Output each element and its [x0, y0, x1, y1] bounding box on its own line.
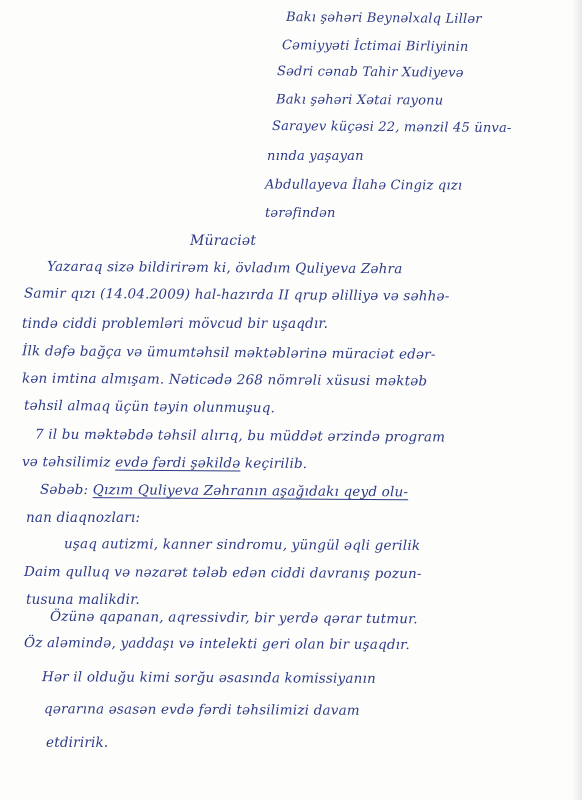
body-line-15: Öz aləmində, yaddaşı və intelekti geri olan bir uşaqdır.: [23, 634, 410, 654]
body-line-18: etdiririk.: [46, 735, 109, 751]
body-line-13: tusuna malikdir.: [26, 592, 140, 608]
body-line-9-label: Səbəb:: [39, 481, 93, 499]
body-line-9: [39, 481, 409, 501]
body-line-14: Özünə qapanan, aqressivdir, bir yerdə qərar tutmur.: [49, 608, 418, 628]
address-line-4: Bakı şəhəri Xətai rayonu: [275, 92, 444, 109]
address-line-5: Sarayev küçəsi 22, mənzil 45 ünva-: [271, 118, 512, 137]
body-line-8: [22, 456, 307, 471]
body-line-7: 7 il bu məktəbdə təhsil alırıq, bu müddət ərzində program: [34, 426, 446, 446]
address-line-8: tərəfindən: [265, 206, 336, 221]
body-line-5: kən imtina almışam. Nəticədə 268 nömrəli xüsusi məktəb: [21, 370, 428, 390]
body-line-1: Yazaraq sizə bildirirəm ki, övladım Quliyeva Zəhra: [46, 258, 403, 278]
body-line-3: tində ciddi problemləri mövcud bir uşaqdır.: [22, 316, 329, 332]
address-line-2: Cəmiyyəti İctimai Birliyinin: [281, 38, 469, 55]
body-line-8-underlined: evdə fərdi şəkildə: [115, 454, 241, 472]
body-line-4: İlk dəfə bağça və ümumtəhsil məktəblərinə müraciət edər-: [21, 343, 436, 363]
address-line-3: Sədri cənab Tahir Xudiyevə: [276, 64, 464, 81]
address-line-7: Abdullayeva İlahə Cingiz qızı: [264, 177, 463, 194]
body-line-9-underlined: Qızım Quliyeva Zəhranın aşağıdakı qeyd olu-: [92, 482, 409, 501]
body-line-6: təhsil almaq üçün təyin olunmuşuq.: [23, 397, 276, 417]
body-line-8-end: keçirilib.: [240, 455, 308, 472]
letter-title: Müraciət: [190, 233, 257, 249]
body-line-17: qərarına əsasən evdə fərdi təhsilimizi davam: [43, 701, 360, 719]
body-line-16: Hər il olduğu kimi sorğu əsasında komissiyanın: [41, 669, 377, 687]
body-line-10: nan diaqnozları:: [26, 510, 141, 526]
page-edge-shadow: [572, 0, 582, 800]
body-line-12: Daim qulluq və nəzarət tələb edən ciddi davranış pozun-: [23, 563, 422, 583]
address-line-1: Bakı şəhəri Beynəlxalq Lillər: [285, 9, 482, 28]
body-line-8-start: və təhsilimiz: [21, 454, 116, 471]
body-line-2: Samir qızı (14.04.2009) hal-hazırda II qrup əlilliyə və səhhə-: [23, 285, 450, 305]
address-line-6: nında yaşayan: [267, 149, 364, 164]
body-line-11: uşaq autizmi, kanner sindromu, yüngül əqli gerilik: [63, 536, 421, 554]
